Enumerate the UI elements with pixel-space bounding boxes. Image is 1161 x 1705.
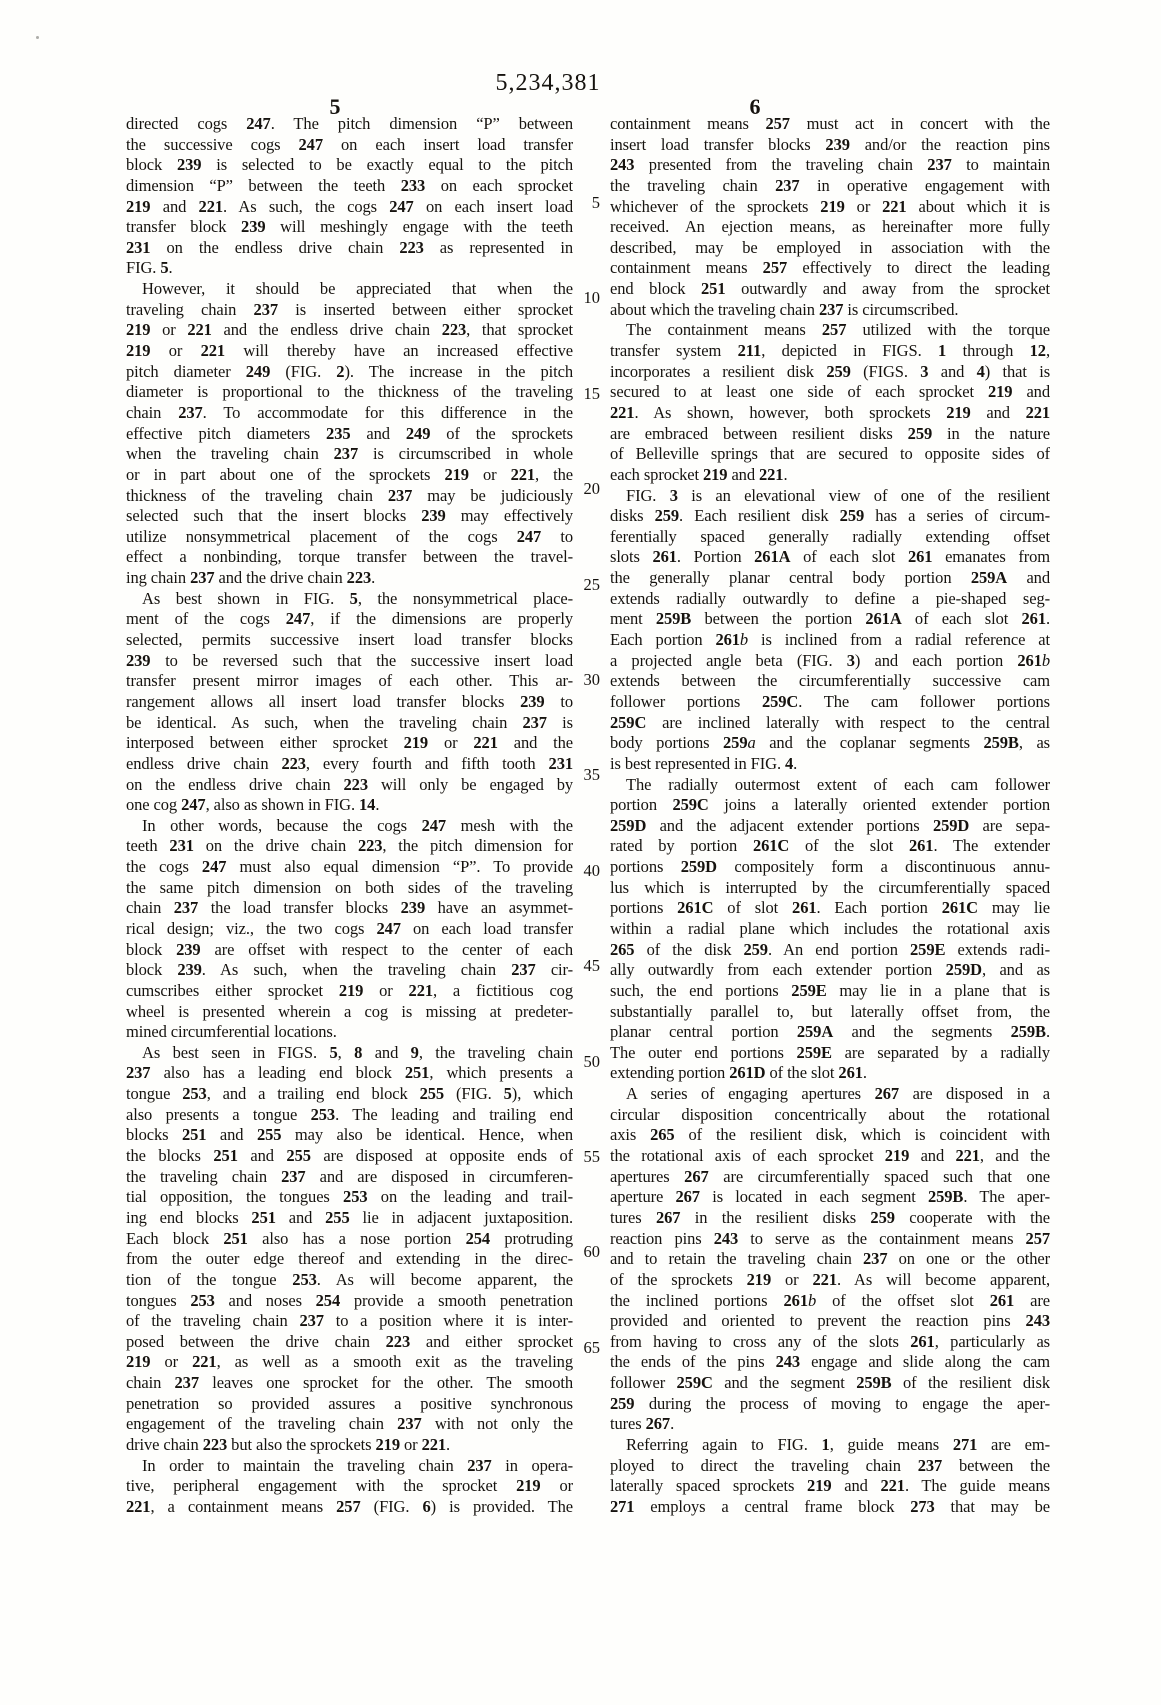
text-line: insert load transfer blocks 239 and/or the reaction pins	[610, 134, 1050, 154]
text-line: Each block 251 also has a nose portion 254 protruding	[126, 1228, 573, 1248]
text-line: pitch diameter 249 (FIG. 2). The increase in the pitch	[126, 361, 573, 381]
text-line: interposed between either sprocket 219 or 221 and the	[126, 733, 573, 753]
line-number: 50	[583, 1051, 600, 1071]
text-line: also presents a tongue 253. The leading and trailing end	[126, 1104, 573, 1124]
text-line: lus which is interrupted by the circumferentially spaced	[610, 877, 1050, 897]
text-line: tive, peripheral engagement with the sprocket 219 or	[126, 1476, 573, 1496]
text-line: chain 237. To accommodate for this difference in the	[126, 402, 573, 422]
text-line: In other words, because the cogs 247 mesh with the	[142, 815, 573, 835]
text-line: containment means 257 must act in concert with the	[610, 114, 1050, 133]
text-line: 271 employs a central frame block 273 that may be	[610, 1496, 1050, 1516]
column-number-left: 5	[329, 94, 341, 119]
text-line: portion 259C joins a laterally oriented extender portion	[610, 795, 1050, 815]
text-line: containment means 257 effectively to direct the leading	[610, 258, 1050, 278]
text-line: A series of engaging apertures 267 are disposed in a	[626, 1084, 1050, 1104]
text-line: is best represented in FIG. 4.	[610, 753, 798, 773]
text-line: tures 267 in the resilient disks 259 cooperate with the	[610, 1207, 1050, 1227]
text-line: block 239. As such, when the traveling chain 237 cir-	[126, 960, 573, 980]
text-line: Referring again to FIG. 1, guide means 271 are em-	[626, 1435, 1050, 1454]
text-line: rical design; viz., the two cogs 247 on each load transfer	[126, 918, 573, 938]
text-line: circular disposition concentrically about the rotational	[610, 1104, 1050, 1124]
text-line: about which the traveling chain 237 is circumscribed.	[610, 299, 959, 319]
text-line: transfer present mirror images of each other. This ar-	[126, 671, 573, 691]
text-line: apertures 267 are circumferentially spaced such that one	[610, 1166, 1050, 1186]
text-line: of the traveling chain 237 to a position where it is inter-	[126, 1311, 573, 1331]
text-line: tion of the tongue 253. As will become apparent, the	[126, 1269, 573, 1289]
text-line: the ends of the pins 243 engage and slide along the cam	[610, 1352, 1050, 1372]
text-line: ment of the cogs 247, if the dimensions are properly	[126, 609, 573, 629]
text-line: teeth 231 on the drive chain 223, the pitch dimension for	[126, 836, 573, 856]
patent-number: 5,234,381	[495, 70, 601, 96]
text-line: engagement of the traveling chain 237 with not only the	[126, 1414, 573, 1434]
text-line: when the traveling chain 237 is circumscribed in whole	[126, 444, 573, 464]
line-number: 40	[583, 860, 600, 880]
text-line: extends between the circumferentially successive cam	[610, 671, 1050, 691]
text-line: slots 261. Portion 261A of each slot 261 emanates from	[610, 547, 1050, 567]
text-line: from having to cross any of the slots 261, particularly as	[610, 1331, 1050, 1351]
text-line: disks 259. Each resilient disk 259 has a series of circum-	[610, 506, 1050, 526]
text-line: tongue 253, and a trailing end block 255 (FIG. 5), which	[126, 1084, 573, 1104]
text-line: The outer end portions 259E are separated by a radially	[610, 1042, 1050, 1062]
scan-speck	[36, 36, 39, 39]
text-line: one cog 247, also as shown in FIG. 14.	[126, 795, 380, 815]
line-number: 20	[583, 479, 600, 499]
line-number: 45	[583, 956, 600, 976]
text-line: portions 261C of slot 261. Each portion 261C may lie	[610, 898, 1050, 918]
text-line: provided and oriented to prevent the reaction pins 243	[610, 1311, 1050, 1331]
line-number: 25	[583, 574, 600, 594]
text-line: effect a nonbinding, torque transfer between the travel-	[126, 547, 573, 567]
text-line: traveling chain 237 is inserted between either sprocket	[126, 299, 573, 319]
text-line: the traveling chain 237 and are disposed in circumferen-	[126, 1166, 573, 1186]
text-line: tongues 253 and noses 254 provide a smooth penetration	[126, 1290, 573, 1310]
text-line: penetration so provided assures a positive synchronous	[126, 1393, 573, 1413]
text-line: aperture 267 is located in each segment 259B. The aper-	[610, 1187, 1050, 1207]
text-line: axis 265 of the resilient disk, which is coincident with	[610, 1125, 1050, 1145]
text-line: diameter is proportional to the thickness of the traveling	[126, 382, 573, 402]
text-line: mined circumferential locations.	[126, 1022, 337, 1042]
text-line: the successive cogs 247 on each insert load transfer	[126, 134, 573, 154]
text-line: received. An ejection means, as hereinafter more fully	[610, 217, 1050, 237]
text-line: transfer system 211, depicted in FIGS. 1 through 12,	[610, 341, 1050, 361]
line-number: 65	[583, 1337, 600, 1357]
text-line: 231 on the endless drive chain 223 as represented in	[126, 237, 573, 257]
text-line: follower portions 259C. The cam follower portions	[610, 691, 1050, 711]
text-line: laterally spaced sprockets 219 and 221. The guide means	[610, 1476, 1050, 1496]
text-line: end block 251 outwardly and away from the sprocket	[610, 279, 1050, 299]
text-line: within a radial plane which includes the rotational axis	[610, 918, 1050, 938]
text-line: tial opposition, the tongues 253 on the leading and trail-	[126, 1187, 573, 1207]
text-line: whichever of the sprockets 219 or 221 about which it is	[610, 196, 1050, 216]
text-line: ing end blocks 251 and 255 lie in adjacent juxtaposition.	[126, 1207, 573, 1227]
text-line: directed cogs 247. The pitch dimension “P” between	[126, 114, 573, 133]
text-line: such, the end portions 259E may lie in a plane that is	[610, 980, 1050, 1000]
text-line: the cogs 247 must also equal dimension “P”. To provide	[126, 857, 573, 877]
text-line: each sprocket 219 and 221.	[610, 464, 788, 484]
text-line: selected, permits successive insert load transfer blocks	[126, 630, 573, 650]
column-number-right: 6	[749, 94, 761, 119]
text-line: extending portion 261D of the slot 261.	[610, 1063, 867, 1083]
line-number: 5	[591, 193, 600, 212]
text-line: FIG. 3 is an elevational view of one of the resilient	[626, 485, 1050, 505]
text-line: endless drive chain 223, every fourth and fifth tooth 231	[126, 753, 573, 773]
text-line: 221, a containment means 257 (FIG. 6) is provided. The	[126, 1496, 573, 1516]
text-line: chain 237 leaves one sprocket for the other. The smooth	[126, 1373, 573, 1393]
line-number: 35	[583, 765, 600, 785]
text-line: blocks 251 and 255 may also be identical. Hence, when	[126, 1125, 573, 1145]
text-line: ing chain 237 and the drive chain 223.	[126, 568, 376, 588]
text-line: In order to maintain the traveling chain 237 in opera-	[142, 1455, 573, 1475]
text-line: body portions 259a and the coplanar segments 259B, as	[610, 733, 1050, 753]
text-line: block 239 is selected to be exactly equal to the pitch	[126, 155, 573, 175]
text-line: a projected angle beta (FIG. 3) and each portion 261b	[610, 650, 1050, 670]
text-line: transfer block 239 will meshingly engage with the teeth	[126, 217, 573, 237]
text-line: 259C are inclined laterally with respect to the central	[610, 712, 1050, 732]
text-line: planar central portion 259A and the segments 259B.	[610, 1022, 1050, 1042]
text-line: ferentially spaced generally radially extending offset	[610, 526, 1050, 546]
text-line: 219 or 221 and the endless drive chain 223, that sprocket	[126, 320, 573, 340]
text-line: secured to at least one side of each sprocket 219 and	[610, 382, 1050, 402]
text-line: Each portion 261b is inclined from a radial reference at	[610, 630, 1050, 650]
text-line: portions 259D compositely form a discontinuous annu-	[610, 857, 1050, 877]
line-number: 55	[583, 1147, 600, 1166]
line-number: 30	[583, 670, 600, 689]
text-line: rated by portion 261C of the slot 261. The extender	[610, 836, 1050, 856]
text-line: extends radially outwardly to define a pie-shaped seg-	[610, 588, 1050, 608]
text-line: thickness of the traveling chain 237 may be judiciously	[126, 485, 573, 505]
text-line: ment 259B between the portion 261A of each slot 261.	[610, 609, 1050, 629]
text-line: the inclined portions 261b of the offset slot 261 are	[610, 1290, 1050, 1310]
text-column-left	[126, 114, 573, 1518]
text-line: utilize nonsymmetrical placement of the cogs 247 to	[126, 526, 573, 546]
text-line: the same pitch dimension on both sides of the traveling	[126, 877, 573, 897]
text-line: 243 presented from the traveling chain 237 to maintain	[610, 155, 1050, 175]
text-line: 237 also has a leading end block 251, which presents a	[126, 1063, 573, 1083]
text-line: 219 or 221, as well as a smooth exit as the traveling	[126, 1352, 573, 1372]
text-line: effective pitch diameters 235 and 249 of the sprockets	[126, 423, 573, 443]
text-line: described, may be employed in association with the	[610, 237, 1050, 257]
text-line: 219 and 221. As such, the cogs 247 on each insert load	[126, 196, 573, 216]
text-line: from the outer edge thereof and extending in the direc-	[126, 1249, 573, 1269]
line-number: 60	[583, 1242, 600, 1262]
text-line: the rotational axis of each sprocket 219 and 221, and the	[610, 1146, 1050, 1166]
text-line: ployed to direct the traveling chain 237 between the	[610, 1455, 1050, 1475]
text-line: chain 237 the load transfer blocks 239 have an asymmet-	[126, 898, 573, 918]
text-line: incorporates a resilient disk 259 (FIGS. 3 and 4) that is	[610, 361, 1050, 381]
text-line: selected such that the insert blocks 239 may effectively	[126, 506, 573, 526]
text-line: As best shown in FIG. 5, the nonsymmetrical place-	[142, 588, 573, 608]
text-line: The radially outermost extent of each cam follower	[626, 774, 1050, 794]
text-line: on the endless drive chain 223 will only be engaged by	[126, 774, 573, 794]
text-line: substantially parallel to, but laterally offset from, the	[610, 1001, 1050, 1021]
text-line: of the sprockets 219 or 221. As will become apparent,	[610, 1269, 1050, 1289]
text-line: or in part about one of the sprockets 219 or 221, the	[126, 464, 573, 484]
text-line: the blocks 251 and 255 are disposed at opposite ends of	[126, 1146, 573, 1166]
text-line: cumscribes either sprocket 219 or 221, a fictitious cog	[126, 980, 573, 1000]
text-line: 221. As shown, however, both sprockets 219 and 221	[610, 402, 1050, 422]
text-line: of Belleville springs that are secured to opposite sides of	[610, 444, 1050, 464]
text-line: rangement allows all insert load transfer blocks 239 to	[126, 691, 573, 711]
text-line: drive chain 223 but also the sprockets 219 or 221.	[126, 1435, 451, 1454]
text-line: posed between the drive chain 223 and either sprocket	[126, 1331, 573, 1351]
text-line: However, it should be appreciated that when the	[142, 279, 573, 299]
line-number: 15	[583, 383, 600, 403]
text-line: be identical. As such, when the traveling chain 237 is	[126, 712, 573, 732]
text-line: The containment means 257 utilized with the torque	[626, 320, 1050, 340]
text-line: block 239 are offset with respect to the center of each	[126, 939, 573, 959]
text-line: follower 259C and the segment 259B of the resilient disk	[610, 1373, 1050, 1393]
text-line: 259D and the adjacent extender portions 259D are sepa-	[610, 815, 1050, 835]
text-line: the generally planar central body portion 259A and	[610, 568, 1050, 588]
text-line: 219 or 221 will thereby have an increased effective	[126, 341, 573, 361]
text-line: are embraced between resilient disks 259 in the nature	[610, 423, 1050, 443]
text-line: tures 267.	[610, 1414, 675, 1434]
text-line: wheel is presented wherein a cog is missing at predeter-	[126, 1001, 573, 1021]
text-line: FIG. 5.	[126, 258, 173, 278]
line-number: 10	[583, 288, 600, 308]
text-line: 259 during the process of moving to engage the aper-	[610, 1393, 1050, 1413]
text-line: 239 to be reversed such that the successive insert load	[126, 650, 573, 670]
text-line: dimension “P” between the teeth 233 on each sprocket	[126, 175, 573, 195]
text-line: reaction pins 243 to serve as the containment means 257	[610, 1228, 1050, 1248]
text-line: ally outwardly from each extender portion 259D, and as	[610, 960, 1050, 980]
text-line: As best seen in FIGS. 5, 8 and 9, the traveling chain	[142, 1042, 573, 1062]
text-column-right	[610, 114, 1050, 1518]
text-line: the traveling chain 237 in operative engagement with	[610, 175, 1050, 195]
text-line: and to retain the traveling chain 237 on one or the other	[610, 1249, 1050, 1269]
text-line: 265 of the disk 259. An end portion 259E extends radi-	[610, 939, 1050, 959]
